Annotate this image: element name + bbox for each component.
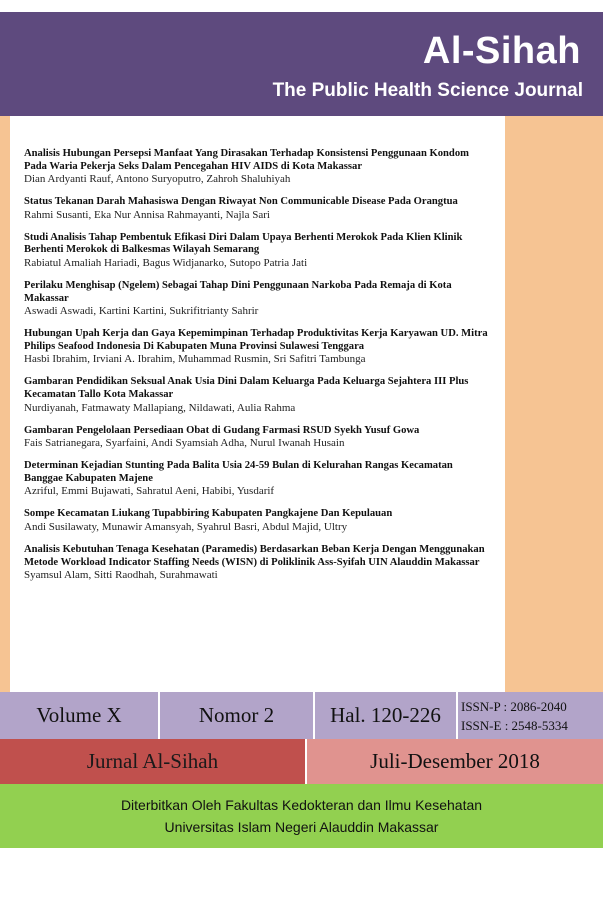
article-title: Studi Analisis Tahap Pembentuk Efikasi Diri Dalam Upaya Berhenti Merokok Pada Klien Klinik Berhenti Merokok di Balkesmas Wilayah Semarang xyxy=(24,231,463,256)
article-title: Hubungan Upah Kerja dan Gaya Kepemimpinan Terhadap Produktivitas Kerja Karyawan UD. Mitra Philips Seafood Indonesia Di Kabupaten Muna Provinsi Sulawesi Tenggara xyxy=(24,328,488,352)
article-list xyxy=(24,148,494,592)
publisher-line-2: Universitas Islam Negeri Alauddin Makassar xyxy=(164,819,439,835)
publication-period-label: Juli-Desember 2018 xyxy=(305,739,603,784)
article-authors: Hasbi Ibrahim, Irviani A. Ibrahim, Muhammad Rusmin, Sri Safitri Tambunga xyxy=(24,353,366,366)
article-title: Analisis Kebutuhan Tenaga Kesehatan (Paramedis) Berdasarkan Beban Kerja Dengan Menggunakan Metode Workload Indicator Staffing Needs (WISN) di Poliklinik Ass-Syifah UIN Alauddin Makassar xyxy=(24,543,485,568)
article-entry xyxy=(24,544,494,582)
page-range-label: Hal. 120-226 xyxy=(313,692,456,739)
article-authors: Syamsul Alam, Sitti Raodhah, Surahmawati xyxy=(24,569,218,582)
article-entry xyxy=(24,280,494,318)
publisher-band xyxy=(0,784,603,848)
journal-title: Al-Sihah xyxy=(422,30,581,72)
article-authors: Azriful, Emmi Bujawati, Sahratul Aeni, Habibi, Yusdarif xyxy=(24,485,275,498)
article-authors: Rabiatul Amaliah Hariadi, Bagus Widjanarko, Sutopo Patria Jati xyxy=(24,256,308,269)
right-decorative-strip xyxy=(505,116,603,692)
left-decorative-strip xyxy=(0,116,10,692)
article-entry xyxy=(24,148,494,186)
article-entry xyxy=(24,196,494,222)
issue-number-label: Nomor 2 xyxy=(158,692,313,739)
article-authors: Fais Satrianegara, Syarfaini, Andi Syamsiah Adha, Nurul Iwanah Husain xyxy=(24,437,345,450)
article-title: Analisis Hubungan Persepsi Manfaat Yang Dirasakan Terhadap Konsistensi Penggunaan Kondom Pada Waria Pekerja Seks Dalam Pencegahan HIV AIDS di Kota Makassar xyxy=(24,148,469,172)
article-title: Gambaran Pengelolaan Persediaan Obat di Gudang Farmasi RSUD Syekh Yusuf Gowa xyxy=(24,424,420,436)
article-authors: Andi Susilawaty, Munawir Amansyah, Syahrul Basri, Abdul Majid, Ultry xyxy=(24,520,348,533)
article-title: Gambaran Pendidikan Seksual Anak Usia Dini Dalam Keluarga Pada Keluarga Sejahtera III Plus Kecamatan Tallo Kota Makassar xyxy=(24,376,469,400)
issn-block xyxy=(456,692,603,739)
article-title: Sompe Kecamatan Liukang Tupabbiring Kabupaten Pangkajene Dan Kepulauan xyxy=(24,508,393,520)
article-authors: Rahmi Susanti, Eka Nur Annisa Rahmayanti, Najla Sari xyxy=(24,208,270,221)
article-entry xyxy=(24,376,494,414)
article-entry xyxy=(24,460,494,498)
issn-print: ISSN-P : 2086-2040 xyxy=(461,698,567,714)
article-authors: Dian Ardyanti Rauf, Antono Suryoputro, Zahroh Shaluhiyah xyxy=(24,173,291,186)
article-entry xyxy=(24,508,494,534)
journal-subtitle: The Public Health Science Journal xyxy=(272,80,583,101)
issn-electronic: ISSN-E : 2548-5334 xyxy=(461,717,568,733)
cover-header xyxy=(0,12,603,116)
journal-period-row xyxy=(0,739,603,784)
article-entry xyxy=(24,425,494,451)
article-title: Perilaku Menghisap (Ngelem) Sebagai Tahap Dini Penggunaan Narkoba Pada Remaja di Kota Makassar xyxy=(24,279,452,304)
article-entry xyxy=(24,232,494,270)
journal-name-label: Jurnal Al-Sihah xyxy=(0,739,305,784)
article-authors: Aswadi Aswadi, Kartini Kartini, Sukrifitrianty Sahrir xyxy=(24,305,259,318)
article-entry xyxy=(24,328,494,366)
publisher-line-1: Diterbitkan Oleh Fakultas Kedokteran dan Ilmu Kesehatan xyxy=(120,797,483,813)
table-of-contents xyxy=(10,116,505,692)
article-authors: Nurdiyanah, Fatmawaty Mallapiang, Nildawati, Aulia Rahma xyxy=(24,401,296,414)
article-title: Status Tekanan Darah Mahasiswa Dengan Riwayat Non Communicable Disease Pada Orangtua xyxy=(24,196,458,208)
article-title: Determinan Kejadian Stunting Pada Balita Usia 24-59 Bulan di Kelurahan Rangas Kecamatan Banggae Kabupaten Majene xyxy=(24,460,453,484)
volume-label: Volume X xyxy=(0,692,158,739)
issue-info-row xyxy=(0,692,603,739)
